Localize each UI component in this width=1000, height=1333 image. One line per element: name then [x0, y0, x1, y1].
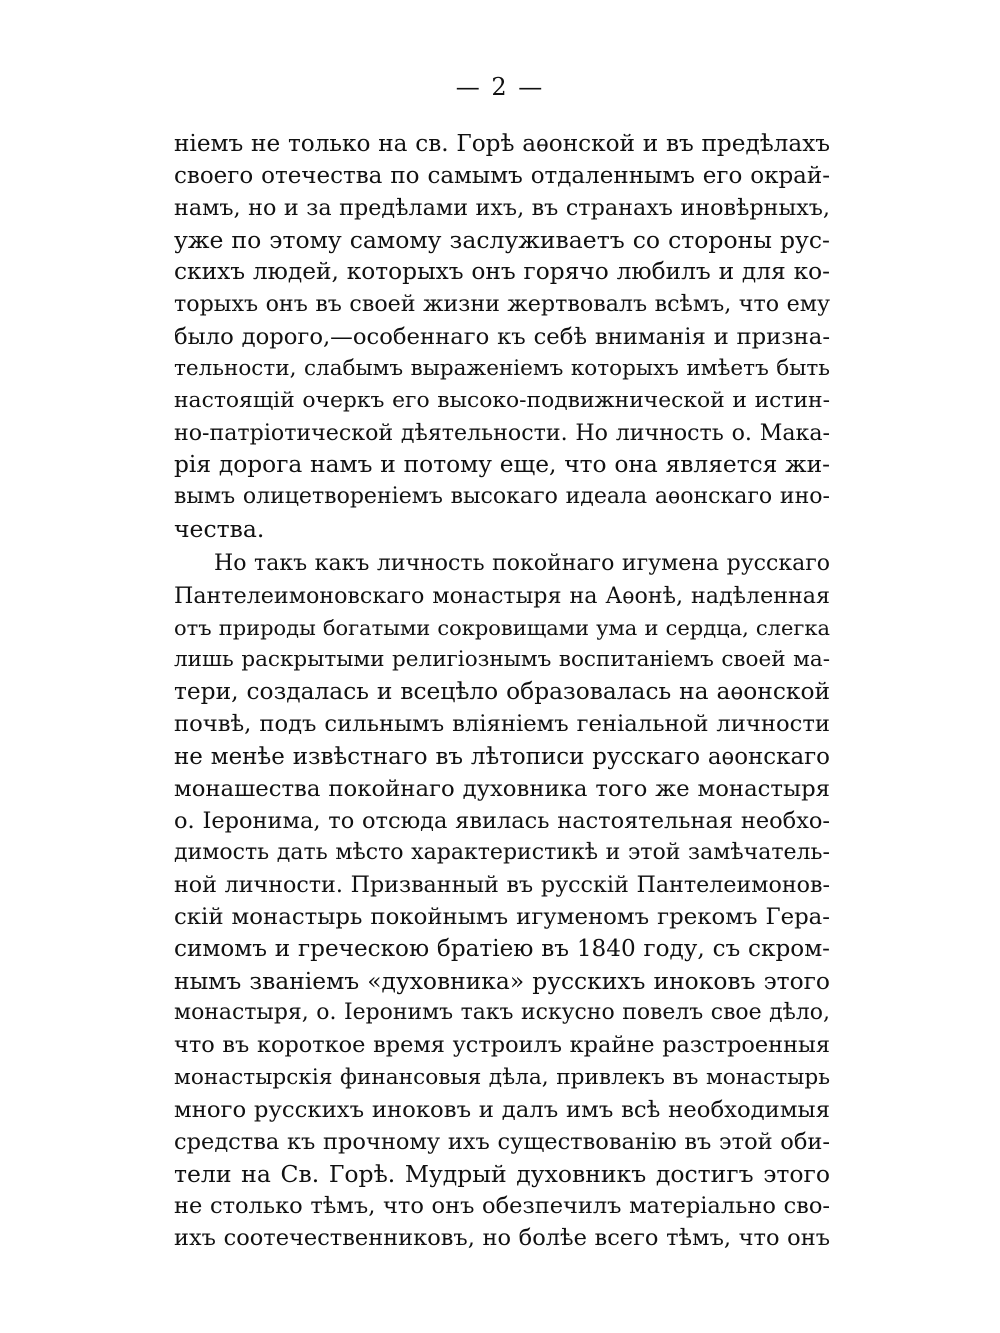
text-line: нымъ званіемъ «духовника» русскихъ иноковъ этого [174, 967, 830, 996]
text-line: что въ короткое время устроилъ крайне разстроенныя [174, 1032, 830, 1059]
text-line: уже по этому самому заслуживаетъ со стороны рус- [174, 226, 830, 255]
text-line: не столько тѣмъ, что онъ обезпечилъ матеріально сво- [174, 1192, 830, 1219]
text-line: о. Іеронима, то отсюда явилась настоятельная необхо- [174, 807, 830, 834]
text-line: монастырскія финансовыя дѣла, привлекъ въ монастырь [174, 1064, 830, 1090]
text-line: тельности, слабымъ выраженіемъ которыхъ имѣетъ быть [174, 355, 830, 381]
text-line: рія дорога намъ и потому еще, что она является жи- [174, 450, 830, 478]
text-line: много русскихъ иноковъ и далъ имъ всѣ необходимыя [174, 1096, 830, 1123]
text-line: скій монастырь покойнымъ игуменомъ грекомъ Гера- [174, 904, 830, 931]
text-line: своего отечества по самымъ отдаленнымъ его окрай- [174, 163, 830, 190]
text-line: монашества покойнаго духовника того же монастыря [174, 775, 830, 802]
text-line: тери, создалась и всецѣло образовалась на аѳонской [174, 678, 830, 706]
text-line: отъ природы богатыми сокровищами ума и сердца, слегка [174, 616, 830, 641]
text-line: средства къ прочному ихъ существованію въ этой оби- [174, 1128, 830, 1155]
text-line: симомъ и греческою братіею въ 1840 году, съ скром- [174, 936, 830, 963]
text-line: ихъ соотечественниковъ, но болѣе всего тѣмъ, что онъ [174, 1224, 830, 1251]
paragraph-2 [174, 548, 830, 1254]
text-line: намъ, но и за предѣлами ихъ, въ странахъ иновѣрныхъ, [174, 195, 830, 222]
text-line: димость дать мѣсто характеристикѣ и этой замѣчатель- [174, 839, 830, 865]
text-line: ной личности. Призванный въ русскій Пантелеимонов- [174, 871, 830, 898]
text-line: но-патріотической дѣятельности. Но личность о. Мака- [174, 419, 830, 446]
text-line: монастыря, о. Іеронимъ такъ искусно повелъ свое дѣло, [174, 1000, 830, 1026]
text-line: Пантелеимоновскаго монастыря на Аѳонѣ, надѣленная [174, 583, 830, 610]
text-line: настоящій очеркъ его высоко-подвижнической и истин- [174, 387, 830, 413]
text-line: тели на Св. Горѣ. Мудрый духовникъ достигъ этого [174, 1159, 830, 1188]
text-line: почвѣ, подъ сильнымъ вліяніемъ геніальной личности [174, 711, 830, 738]
text-line: не менѣе извѣстнаго въ лѣтописи русскаго аѳонскаго [174, 743, 830, 770]
text-line: было дорого,—особеннаго къ себѣ вниманія и призна- [174, 323, 830, 350]
text-line: Но такъ какъ личность покойнаго игумена русскаго [214, 551, 830, 576]
text-line: лишь раскрытыми религіознымъ воспитаніемъ своей ма- [174, 647, 830, 673]
text-line: скихъ людей, которыхъ онъ горячо любилъ и для ко- [174, 258, 830, 286]
text-line: ніемъ не только на св. Горѣ аѳонской и въ предѣлахъ [174, 130, 830, 157]
text-line: вымъ олицетвореніемъ высокаго идеала аѳонскаго ино- [174, 484, 830, 510]
paragraph-1 [174, 128, 830, 545]
page-number: — 2 — [455, 73, 545, 101]
text-line: чества. [174, 515, 265, 544]
text-line: торыхъ онъ въ своей жизни жертвовалъ всѣмъ, что ему [174, 291, 830, 318]
